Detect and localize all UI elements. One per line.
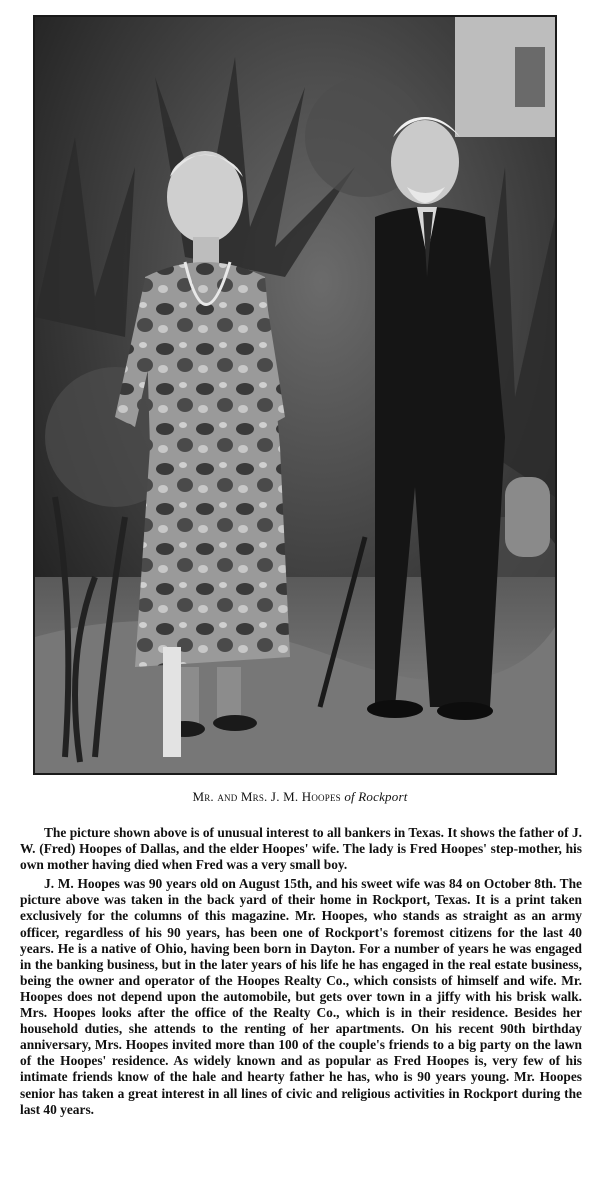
- caption-place: of Rockport: [344, 789, 408, 804]
- article-paragraph: The picture shown above is of unusual interest to all bankers in Texas. It shows the father of J. W. (Fred) Hoopes of Dallas, and the elder Hoopes' wife. The lady is Fred Hoopes' step-mother, his own mother having died when Fred was a very small boy.: [20, 825, 582, 873]
- photo-caption: [0, 789, 600, 805]
- photograph: [33, 15, 557, 775]
- article-body: [20, 825, 582, 1121]
- article-paragraph: J. M. Hoopes was 90 years old on August 15th, and his sweet wife was 84 on October 8th. The picture above was taken in the back yard of their home in Rockport, Texas. It is a print taken exclusively for the columns of this magazine. Mr. Hoopes, who stands as straight as an army officer, regardless of his 90 years, has been one of Rockport's foremost citizens for the last 40 years. He is a native of Ohio, having been born in Dayton. For a number of years he was engaged in the banking business, but in the later years of his life he has engaged in the real estate business, being the owner and operator of the Hoopes Realty Co., which consists of himself and wife. Mr. Hoopes does not depend upon the automobile, but gets over town in a jiffy with his brisk walk. Mrs. Hoopes looks after the office of the Realty Co., which is in their residence. Besides her household duties, she attends to the renting of her apartments. On his recent 90th birthday anniversary, Mrs. Hoopes invited more than 100 of the couple's friends to a big party on the lawn of the Hoopes' residence. As widely known and as popular as Fred Hoopes is, very few of his intimate friends know of the hale and hearty father he has, who is 90 years young. Mr. Hoopes senior has taken a great interest in all lines of civic and religious activities in Rockport during the last 40 years.: [20, 876, 582, 1117]
- caption-names: Mr. and Mrs. J. M. Hoopes: [192, 789, 341, 804]
- photograph-of-couple-in-garden-icon: [35, 17, 555, 773]
